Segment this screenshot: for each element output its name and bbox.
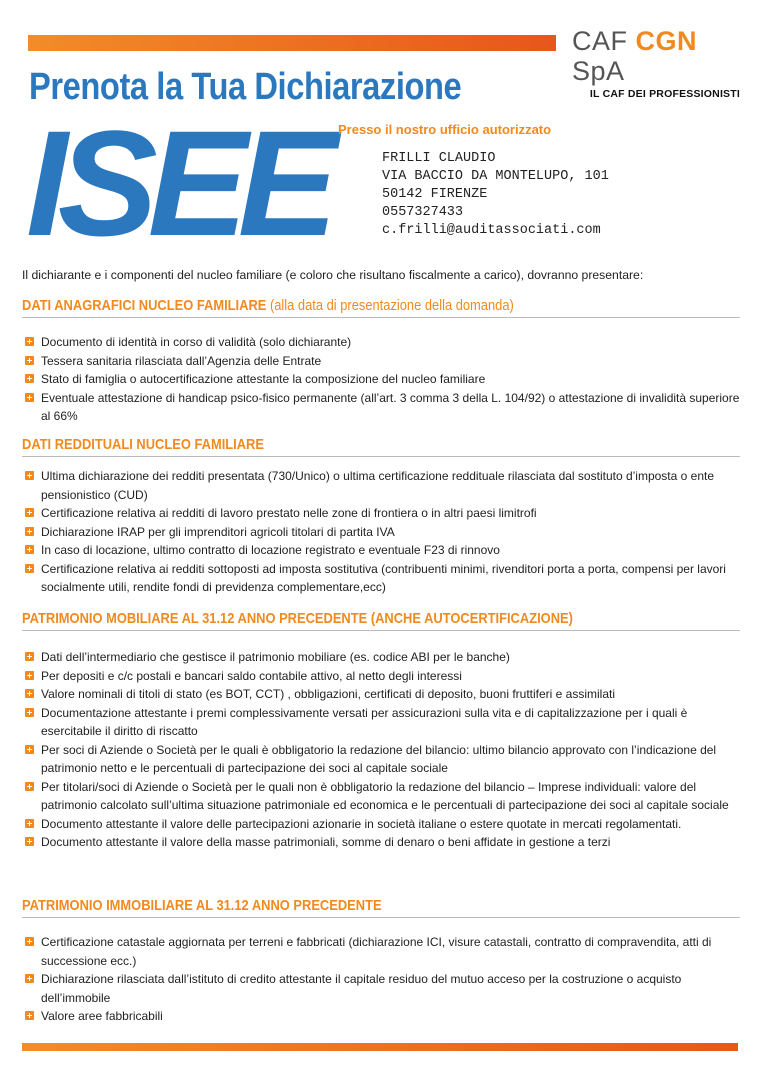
list-item-text: Documento di identità in corso di validità (solo dichiarante): [41, 335, 352, 349]
plus-bullet-icon: [25, 508, 34, 517]
list-item: [22, 389, 744, 426]
plus-bullet-icon: [25, 689, 34, 698]
list-item-text: Per soci di Aziende o Società per le quali è obbligatorio la redazione del bilancio: ultimo bilancio approvato con l’indicazione del patrimonio netto e le percentuali di partecipazione dei soci al capitale sociale: [41, 742, 717, 775]
section-divider: [22, 630, 740, 631]
section-heading-title: DATI ANAGRAFICI NUCLEO FAMILIARE: [22, 297, 267, 314]
list-item-text: Per depositi e c/c postali e bancari saldo contabile attivo, al netto degli interessi: [41, 668, 462, 683]
list-item-text: Valore aree fabbricabili: [41, 1009, 163, 1023]
list-item: [22, 815, 744, 834]
list-item: [22, 370, 744, 389]
list-item: [22, 467, 744, 504]
plus-bullet-icon: [25, 1011, 34, 1020]
logo-wordmark: [572, 26, 752, 86]
list-item: [22, 778, 744, 815]
list-item: [22, 333, 744, 352]
list-item-text: Eventuale attestazione di handicap psico-fisico permanente (all’art. 3 comma 3 della L. 104/92) o attestazione di invalidità superiore al 66%: [41, 390, 740, 423]
list-item: [22, 523, 744, 542]
list-item-text: Stato di famiglia o autocertificazione attestante la composizione del nucleo familiare: [41, 372, 486, 386]
list-item-text: Certificazione relativa ai redditi sottoposti ad imposta sostitutiva (contribuenti minimi, rivenditori porta a porta, compensi per lavori socialmente utili, rendite fondi di previdenza complementare,ecc): [41, 561, 726, 594]
list-item-text: Dichiarazione IRAP per gli imprenditori agricoli titolari di partita IVA: [41, 524, 395, 539]
plus-bullet-icon: [25, 374, 34, 383]
list-item-text: Per titolari/soci di Aziende o Società per le quali non è obbligatorio la redazione del bilancio – Imprese individuali: valore del patrimonio calcolato sull’ultima situazione patrimoniale ed economica e le percentuali di partecipazione dei soci al capitale sociale: [41, 779, 729, 812]
section-dati-anagrafici: [22, 297, 744, 426]
section-heading: [22, 610, 643, 627]
plus-bullet-icon: [25, 745, 34, 754]
logo-spa: SpA: [572, 56, 625, 86]
logo-caf: CAF: [572, 26, 628, 56]
list-item: [22, 1007, 744, 1026]
section-divider: [22, 317, 740, 318]
list-item-text: Dati dell’intermediario che gestisce il patrimonio mobiliare (es. codice ABI per le banche): [41, 650, 510, 664]
plus-bullet-icon: [25, 471, 34, 480]
plus-bullet-icon: [25, 708, 34, 717]
section-divider: [22, 917, 740, 918]
list-item: [22, 741, 744, 778]
section-patrimonio-immobiliare: [22, 897, 744, 1026]
list-item: [22, 541, 744, 560]
plus-bullet-icon: [25, 937, 34, 946]
list-item: [22, 560, 744, 597]
office-email: c.frilli@auditassociati.com: [382, 223, 601, 238]
office-city: 50142 FIRENZE: [382, 187, 488, 202]
list-item-text: Documentazione attestante i premi complessivamente versati per assicurazioni sulla vita e di capitalizzazione per i quali è esercitabile il diritto di riscatto: [41, 705, 688, 738]
plus-bullet-icon: [25, 545, 34, 554]
list-item: [22, 667, 744, 686]
list-item: [22, 685, 744, 704]
plus-bullet-icon: [25, 837, 34, 846]
office-phone: 0557327433: [382, 205, 464, 220]
list-item-text: Ultima dichiarazione dei redditi presentata (730/Unico) o ultima certificazione reddituale rilasciata dal sostituto d’imposta o ente pensionistico (CUD): [41, 469, 715, 502]
section-heading-title: PATRIMONIO MOBILIARE AL 31.12 ANNO PRECEDENTE (ANCHE AUTOCERTIFICAZIONE): [22, 610, 573, 627]
plus-bullet-icon: [25, 393, 34, 402]
list-item-text: Tessera sanitaria rilasciata dall’Agenzia delle Entrate: [41, 353, 322, 368]
logo-tagline: IL CAF DEI PROFESSIONISTI: [589, 88, 740, 100]
list-item: [22, 833, 744, 852]
page-title: Prenota la Tua Dichiarazione: [29, 66, 462, 108]
section-divider: [22, 456, 740, 457]
list-item: [22, 970, 744, 1007]
list-item-text: Documento attestante il valore della masse patrimoniali, somme di denaro o beni affidate in gestione a terzi: [41, 835, 611, 849]
office-name: FRILLI CLAUDIO: [382, 151, 496, 166]
list-item: [22, 352, 744, 371]
list-item-text: Dichiarazione rilasciata dall’istituto di credito attestante il capitale residuo del mutuo acceso per la costruzione o acquisto dell’immobile: [41, 972, 682, 1005]
section-list: [22, 648, 744, 852]
list-item: [22, 704, 744, 741]
section-list: [22, 333, 744, 426]
section-heading: [22, 897, 643, 914]
office-address: [382, 150, 609, 240]
section-list: [22, 933, 744, 1026]
list-item-text: Certificazione catastale aggiornata per terreni e fabbricati (dichiarazione ICI, visure catastali, contratto di compravendita, atti di successione ecc.): [41, 935, 712, 968]
top-orange-bar: [28, 35, 556, 51]
plus-bullet-icon: [25, 527, 34, 536]
plus-bullet-icon: [25, 819, 34, 828]
office-street: VIA BACCIO DA MONTELUPO, 101: [382, 169, 609, 184]
section-dati-reddituali: [22, 436, 744, 597]
caf-cgn-logo: [572, 26, 752, 100]
office-label: Presso il nostro ufficio autorizzato: [338, 122, 552, 137]
section-heading: [22, 436, 643, 453]
section-heading: [22, 297, 643, 314]
list-item-text: Documento attestante il valore delle partecipazioni azionarie in società italiane o estere quotate in mercati regolamentati.: [41, 816, 682, 831]
section-list: [22, 467, 744, 597]
plus-bullet-icon: [25, 356, 34, 365]
plus-bullet-icon: [25, 782, 34, 791]
plus-bullet-icon: [25, 974, 34, 983]
plus-bullet-icon: [25, 337, 34, 346]
logo-cgn: CGN: [635, 26, 698, 56]
intro-text: Il dichiarante e i componenti del nucleo familiare (e coloro che risultano fiscalmente a carico), dovranno presentare:: [22, 268, 644, 282]
list-item: [22, 504, 744, 523]
plus-bullet-icon: [25, 564, 34, 573]
section-patrimonio-mobiliare: [22, 610, 744, 852]
plus-bullet-icon: [25, 652, 34, 661]
list-item-text: In caso di locazione, ultimo contratto di locazione registrato e eventuale F23 di rinnovo: [41, 543, 500, 557]
bottom-orange-bar: [22, 1043, 738, 1051]
list-item-text: Valore nominali di titoli di stato (es BOT, CCT) , obbligazioni, certificati di deposito, buoni fruttiferi e assimilati: [41, 687, 616, 701]
section-heading-note: (alla data di presentazione della domanda): [269, 297, 514, 314]
list-item: [22, 933, 744, 970]
isee-heading: ISEE: [26, 99, 328, 267]
section-heading-title: DATI REDDITUALI NUCLEO FAMILIARE: [22, 436, 264, 453]
list-item-text: Certificazione relativa ai redditi di lavoro prestato nelle zone di frontiera o in altri paesi limitrofi: [41, 506, 537, 520]
section-heading-title: PATRIMONIO IMMOBILIARE AL 31.12 ANNO PRECEDENTE: [22, 897, 382, 914]
list-item: [22, 648, 744, 667]
plus-bullet-icon: [25, 671, 34, 680]
